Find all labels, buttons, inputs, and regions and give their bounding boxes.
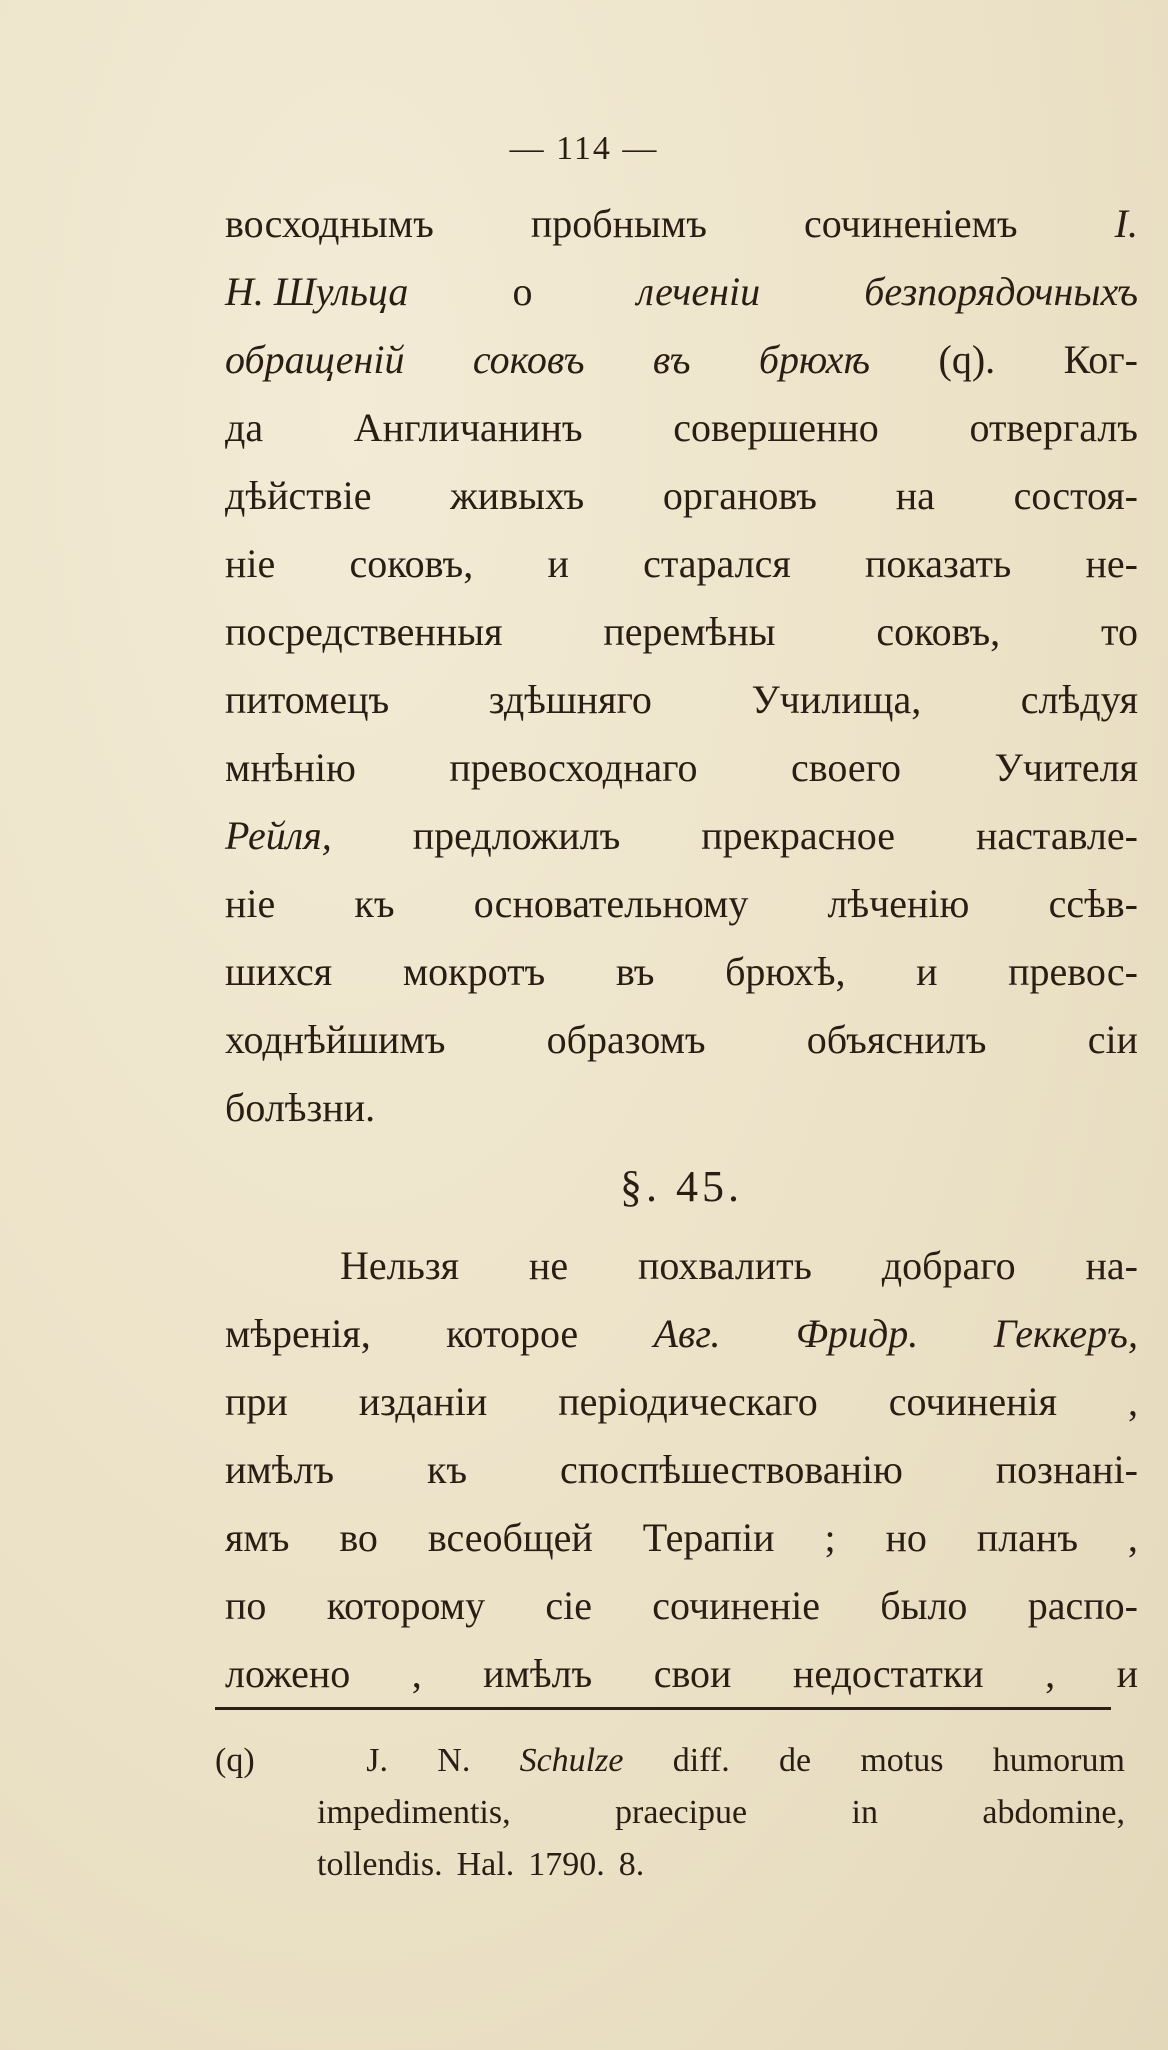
text-line: ніе къ основательному лѣченію ссѣв- xyxy=(225,881,1138,926)
footnote-rule xyxy=(215,1707,1111,1710)
footnote-line: impedimentis, praecipue in abdomine, xyxy=(317,1794,1125,1831)
text-line: при изданіи періодическаго сочиненія , xyxy=(225,1379,1138,1424)
text-line: ніе соковъ, и старался показать не- xyxy=(225,541,1138,586)
section-heading: §. 45. xyxy=(620,1162,743,1211)
text-line: ложено , имѣлъ свои недостатки , и xyxy=(225,1651,1138,1696)
text-line: питомецъ здѣшняго Училища, слѣдуя xyxy=(225,677,1138,722)
text-line: Рейля, предложилъ прекрасное наставле- xyxy=(225,813,1138,858)
body-text xyxy=(225,190,1138,1708)
text-line: имѣлъ къ споспѣшествованію познані- xyxy=(225,1447,1138,1492)
author-name: H. Шульца xyxy=(225,269,409,314)
footnote-reference: (q). xyxy=(938,337,996,382)
footnote xyxy=(215,1735,1125,1891)
text-line: восходнымъ пробнымъ сочиненіемъ I. xyxy=(225,201,1138,246)
footnote-line: tollendis. Hal. 1790. 8. xyxy=(317,1846,645,1883)
footnote-marker: (q) xyxy=(215,1742,255,1779)
text-line: ходнѣйшимъ образомъ объяснилъ сіи xyxy=(225,1017,1138,1062)
text-line: шихся мокротъ въ брюхѣ, и превос- xyxy=(225,949,1138,994)
text-line: дѣйствіе живыхъ органовъ на состоя- xyxy=(225,473,1138,518)
text-line: мнѣнію превосходнаго своего Учителя xyxy=(225,745,1138,790)
text-line: Нельзя не похвалить добраго на- xyxy=(340,1243,1138,1288)
text-line: посредственныя перемѣны соковъ, то xyxy=(225,609,1138,654)
text-line: H. Шульца о леченіи безпорядочныхъ xyxy=(225,258,1138,326)
text-line: обращеній соковъ въ брюхѣ (q). Ког- xyxy=(225,326,1138,394)
text-line: да Англичанинъ совершенно отвергалъ xyxy=(225,405,1138,450)
text-line: по которому сіе сочиненіе было распо- xyxy=(225,1583,1138,1628)
text-line: мѣренія, которое Авг. Фридр. Геккеръ, xyxy=(225,1311,1138,1356)
text-line: болѣзни. xyxy=(225,1085,376,1130)
text-line: ямъ во всеобщей Терапіи ; но планъ , xyxy=(225,1515,1138,1560)
footnote-line: (q) J. N. Schulze diff. de motus humorum xyxy=(215,1735,1125,1787)
page-number: — 114 — xyxy=(509,130,659,167)
